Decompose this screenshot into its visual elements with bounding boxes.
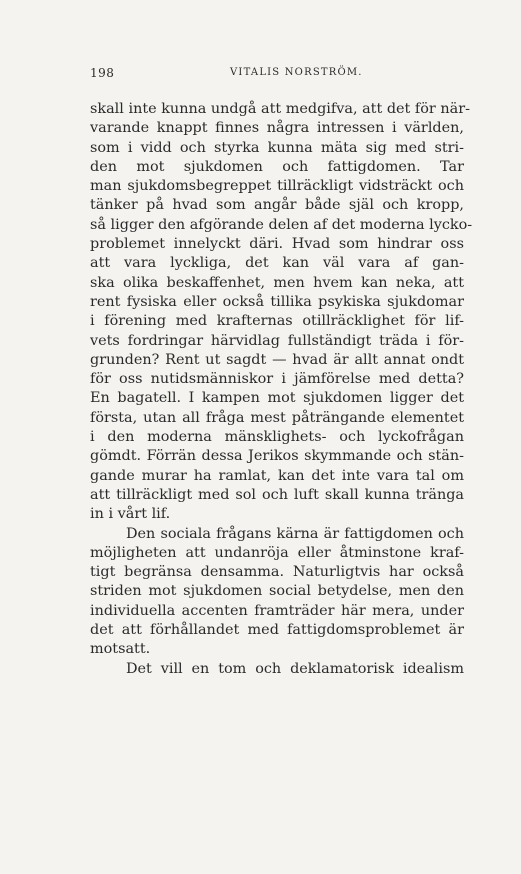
text-line: Det vill en tom och deklamatorisk idealism	[126, 660, 464, 677]
text-line: striden mot sjukdomen social betydelse, men den	[90, 583, 464, 600]
text-line: den mot sjukdomen och fattigdomen. Tar	[90, 158, 464, 175]
text-line: det att förhållandet med fattigdomsproblemet är	[90, 622, 464, 639]
text-line: grunden? Rent ut sagdt — hvad är allt annat ondt	[90, 351, 464, 368]
page-number: 198	[90, 66, 115, 80]
text-line: i den moderna mänsklighets- och lyckofrågan	[90, 429, 464, 446]
text-line: i förening med krafternas otillräcklighet för lif-	[90, 313, 464, 330]
text-line: tigt begränsa densamma. Naturligtvis har också	[90, 564, 464, 581]
text-line: in i vårt lif.	[90, 506, 171, 523]
text-line: att vara lyckliga, det kan väl vara af gan-	[90, 255, 464, 272]
text-line: Den sociala frågans kärna är fattigdomen och	[126, 525, 464, 542]
text-line: problemet innelyckt däri. Hvad som hindrar oss	[90, 236, 464, 253]
text-line: första, utan all fråga mest påträngande elementet	[90, 409, 464, 426]
text-line: ska olika beskaffenhet, men hvem kan neka, att	[90, 274, 464, 291]
running-head	[90, 66, 470, 84]
text-line: rent fysiska eller också tillika psykiska sjukdomar	[90, 293, 464, 310]
text-line: gömdt. Förrän dessa Jerikos skymmande och stän-	[90, 448, 464, 465]
body-text	[90, 100, 473, 679]
text-line: att tillräckligt med sol och luft skall kunna tränga	[90, 486, 464, 503]
text-line: vets fordringar härvidlag fullständigt träda i för-	[90, 332, 464, 349]
text-line: möjligheten att undanröja eller åtminstone kraf-	[90, 544, 464, 561]
text-line: varande knappt finnes några intressen i världen,	[90, 120, 464, 137]
text-line: som i vidd och styrka kunna mäta sig med stri-	[90, 139, 464, 156]
text-line: individuella accenten framträder här mera, under	[90, 602, 464, 619]
text-line: för oss nutidsmänniskor i jämförelse med detta?	[90, 371, 464, 388]
text-line: gande murar ha ramlat, kan det inte vara tal om	[90, 467, 464, 484]
text-line: En bagatell. I kampen mot sjukdomen ligger det	[90, 390, 464, 407]
running-title: VITALIS NORSTRÖM.	[230, 67, 363, 78]
text-line: så ligger den afgörande delen af det moderna lycko-	[90, 216, 473, 233]
text-line: tänker på hvad som angår både själ och kropp,	[90, 197, 464, 214]
text-line: skall inte kunna undgå att medgifva, att det för när-	[90, 101, 470, 117]
text-line: man sjukdomsbegreppet tillräckligt vidsträckt och	[90, 178, 464, 195]
text-line: motsatt.	[90, 641, 151, 658]
